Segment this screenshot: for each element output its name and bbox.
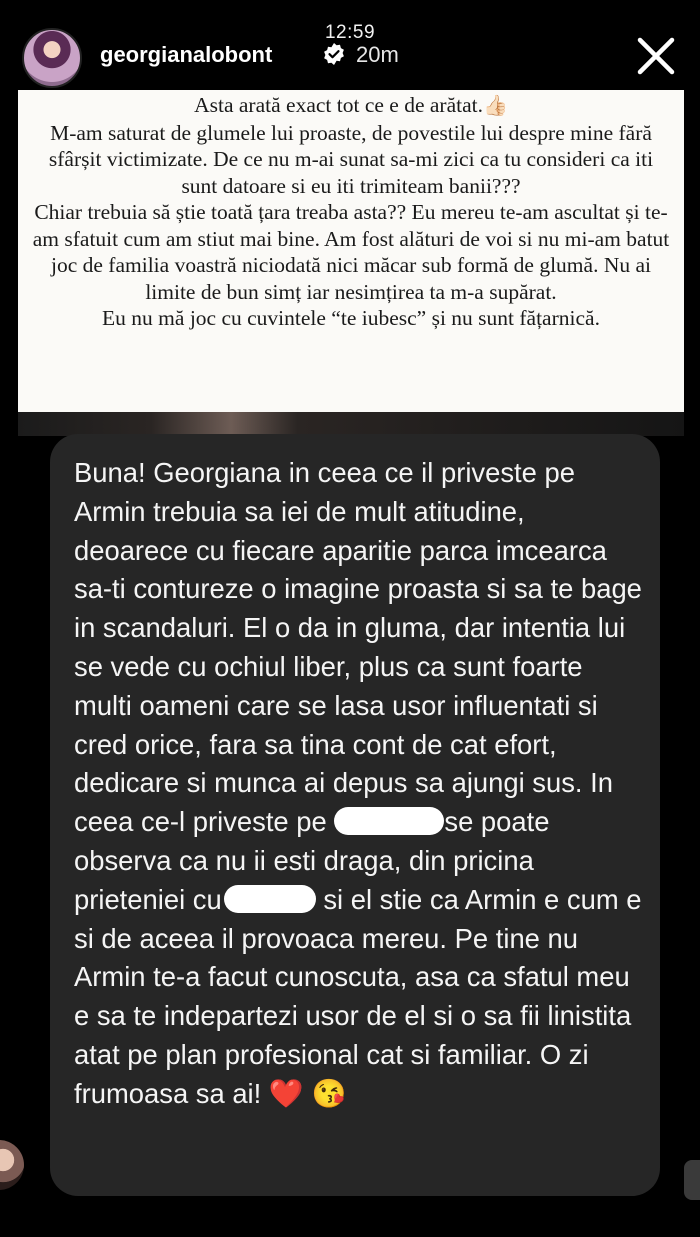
close-icon[interactable] bbox=[632, 32, 680, 80]
message-text: Buna! Georgiana in ceea ce il priveste pe Armin trebuia sa iei de mult atitudine, deoarece cu fiecare aparitie parca imcearca sa-ti contureze o imagine proasta si sa te bage in scandaluri. El o da in gluma, dar intentia lui se vede cu ochiul liber, plus ca sunt foarte multi oameni care se lasa usor influentati si cred orice, fara sa tina cont de cat efort, dedicare si munca ai depus sa ajungi sus. In ceea ce-l priveste pe se poate observa ca nu ii esti draga, din pricina prieteniei cu si el stie ca Armin e cum e si de aceea il provoaca mereu. Pe tine nu Armin te-a facut cunoscuta, asa ca sfatul meu e sa te indepartezi usor de el si o sa fii linistita atat pe plan profesional cat si familiar. O zi frumoasa sa ai! ❤️ 😘 bbox=[74, 457, 642, 1109]
quoted-post-text bbox=[18, 90, 684, 332]
profile-avatar[interactable] bbox=[22, 28, 82, 88]
story-header bbox=[22, 28, 680, 88]
thumbs-up-emoji: 👍🏻 bbox=[482, 95, 508, 117]
edge-indicator bbox=[684, 1160, 700, 1200]
heart-and-kiss-emoji: ❤️ 😘 bbox=[268, 1077, 347, 1109]
profile-username[interactable]: georgianalobont bbox=[100, 42, 273, 67]
viewer-avatar[interactable] bbox=[0, 1140, 24, 1190]
redacted-name bbox=[334, 807, 444, 835]
story-time-ago: 20m bbox=[356, 42, 399, 67]
quoted-post-card bbox=[18, 90, 684, 412]
redacted-name bbox=[224, 885, 316, 913]
status-bar-time: 12:59 bbox=[324, 22, 376, 43]
message-bubble bbox=[50, 434, 660, 1196]
post-line: M-am saturat de glumele lui proaste, de povestile lui despre mine fără sfârșit victimizate. De ce nu m-ai sunat sa-mi zici ca tu consideri ca iti sunt datoare si eu iti trimiteam banii??? bbox=[48, 120, 654, 198]
verified-badge-icon bbox=[322, 42, 346, 66]
post-line: Eu nu mă joc cu cuvintele “te iubesc” și nu sunt fățarnică. bbox=[102, 306, 600, 330]
post-line: Asta arată exact tot ce e de arătat.👍🏻 bbox=[194, 93, 508, 117]
post-line: Chiar trebuia să știe toată țara treaba asta?? Eu mereu te-am ascultat și te-am sfatuit cum am stiut mai bine. Am fost alături de voi si nu mi-am batut joc de familia voastră niciodată nici măcar sub formă de glumă. Nu ai limite de bun simț iar nesimțirea ta m-a supărat. bbox=[32, 200, 670, 304]
background-photo-strip bbox=[18, 412, 684, 436]
